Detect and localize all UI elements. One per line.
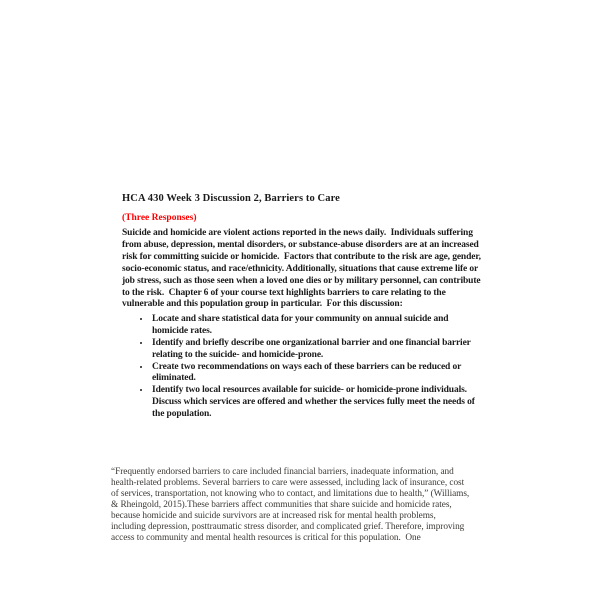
list-item: • Create two recommendations on ways each of these barriers can be reduced or eliminated. — [151, 362, 486, 386]
list-item: • Identify and briefly describe one organizational barrier and one financial barrier relating to the suicide- and homicide-prone. — [151, 338, 486, 362]
list-item: • Identify two local resources available for suicide- or homicide-prone individuals. Discuss which services are offered and whether the services fully meet the needs of the population. — [151, 385, 486, 420]
list-item: • Locate and share statistical data for your community on annual suicide and homicide rates. — [151, 314, 486, 338]
document-title: HCA 430 Week 3 Discussion 2, Barriers to Care — [122, 193, 340, 204]
discussion-requirements-list — [122, 314, 486, 420]
responses-note: (Three Responses) — [122, 213, 197, 223]
intro-paragraph: Suicide and homicide are violent actions reported in the news daily. Individuals suffering from abuse, depression, mental disorders, or substance-abuse disorders are at an increased risk for committing suicide or homicide. Factors that contribute to the risk are age, gender, socio-economic status, and race/ethnicity. Additionally, situations that cause extreme life or job stress, such as those seen when a loved one dies or by military personnel, can contribute to the risk. Chapter 6 of your course text highlights barriers to care relating to the vulnerable and this population group in particular. For this discussion: — [122, 228, 484, 310]
response-paragraph: “Frequently endorsed barriers to care included financial barriers, inadequate information, and health-related problems. Several barriers to care were assessed, including lack of insurance, cost of services, transportation, not knowing who to contact, and limitations due to health,” (Williams, & Rheingold, 2015).These barriers affect communities that share suicide and homicide rates, because homicide and suicide survivors are at increased risk for mental health problems, including depression, posttraumatic stress disorder, and complicated grief. Therefore, improving access to community and mental health resources is critical for this population. One — [111, 467, 472, 543]
assignment-section — [122, 192, 486, 421]
